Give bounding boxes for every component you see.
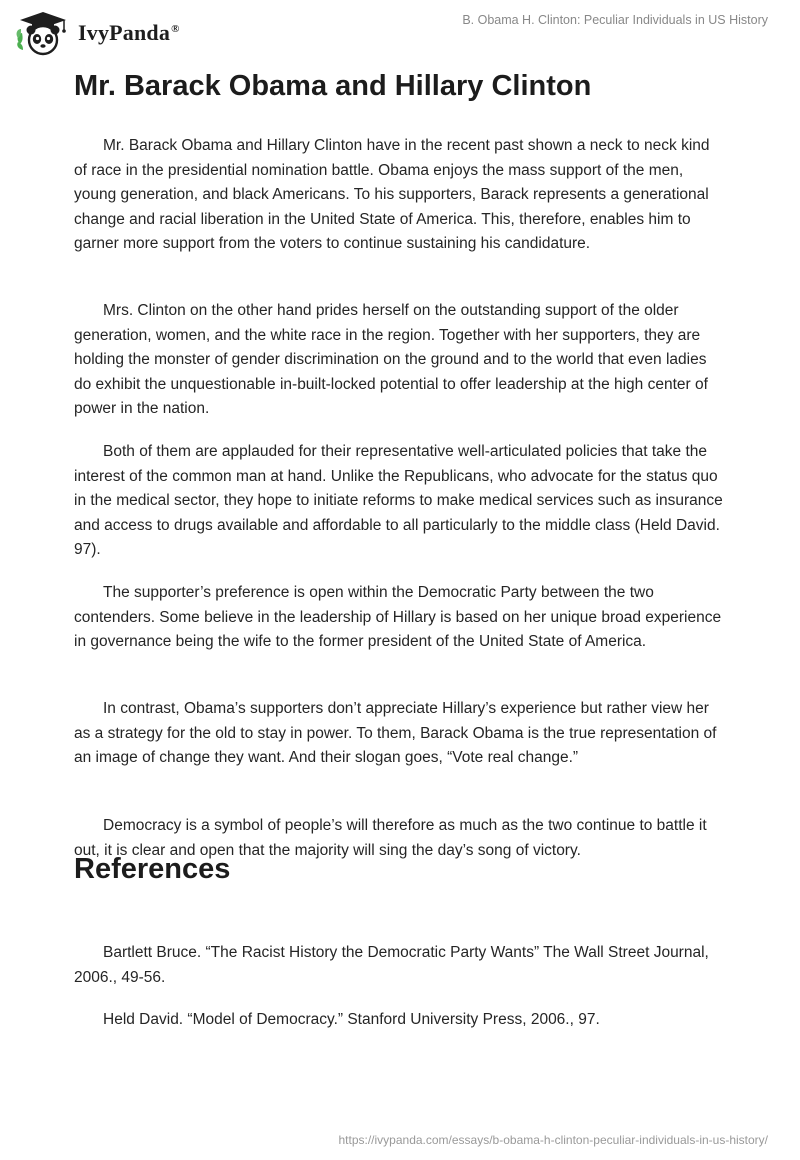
body-paragraph: Mr. Barack Obama and Hillary Clinton have in the recent past shown a neck to neck kind of race in the presidential nomination battle. Obama enjoys the mass support of the men, young generation, and black Americans. To his supporters, Barack represents a generational change and racial liberation in the United State of America. This, therefore, enables him to garner more support from the voters to continue sustaining his candidature. (74, 137, 710, 253)
body-paragraph: Democracy is a symbol of people’s will therefore as much as the two continue to battle it out, it is clear and open that the majority will sing the day’s song of victory. (74, 817, 707, 859)
document-title: B. Obama H. Clinton: Peculiar Individuals in US History (462, 13, 768, 27)
ivypanda-logo[interactable] (14, 10, 180, 56)
body-paragraph: Both of them are applauded for their representative well-articulated policies that take the interest of the common man at hand. Unlike the Republicans, who advocate for the status quo in the medical sector, they hope to initiate reforms to make medical services such as insurance and access to drugs available and affordable to all particularly to the middle class (Held David. 97). (74, 443, 723, 559)
logo-wordmark: IvyPanda® (78, 20, 180, 45)
article-title: Mr. Barack Obama and Hillary Clinton (74, 70, 592, 102)
panda-graduate-logo-icon (14, 10, 72, 56)
body-paragraph: The supporter’s preference is open within the Democratic Party between the two contenders. Some believe in the leadership of Hillary is based on her unique broad experience in governance being the wife to the former president of the United State of America. (74, 584, 722, 651)
source-url[interactable]: https://ivypanda.com/essays/b-obama-h-clinton-peculiar-individuals-in-us-history/ (338, 1133, 768, 1147)
reference-item: Held David. “Model of Democracy.” Stanford University Press, 2006., 97. (103, 1011, 600, 1028)
references-heading: References (74, 853, 231, 885)
reference-item: Bartlett Bruce. “The Racist History the Democratic Party Wants” The Wall Street Journal, 2006., 49-56. (74, 944, 709, 986)
registered-mark: ® (171, 22, 180, 35)
page-header (0, 0, 800, 70)
body-paragraph: Mrs. Clinton on the other hand prides herself on the outstanding support of the older generation, women, and the white race in the region. Together with her supporters, they are holding the monster of gender discrimination on the ground and to the world that even ladies do exhibit the unquestionable in-built-locked potential to offer leadership at the high center of power in the nation. (74, 302, 708, 418)
body-paragraph: In contrast, Obama’s supporters don’t appreciate Hillary’s experience but rather view her as a strategy for the old to stay in power. To them, Barack Obama is the true representation of an image of change they want. And their slogan goes, “Vote real change.” (74, 700, 717, 767)
